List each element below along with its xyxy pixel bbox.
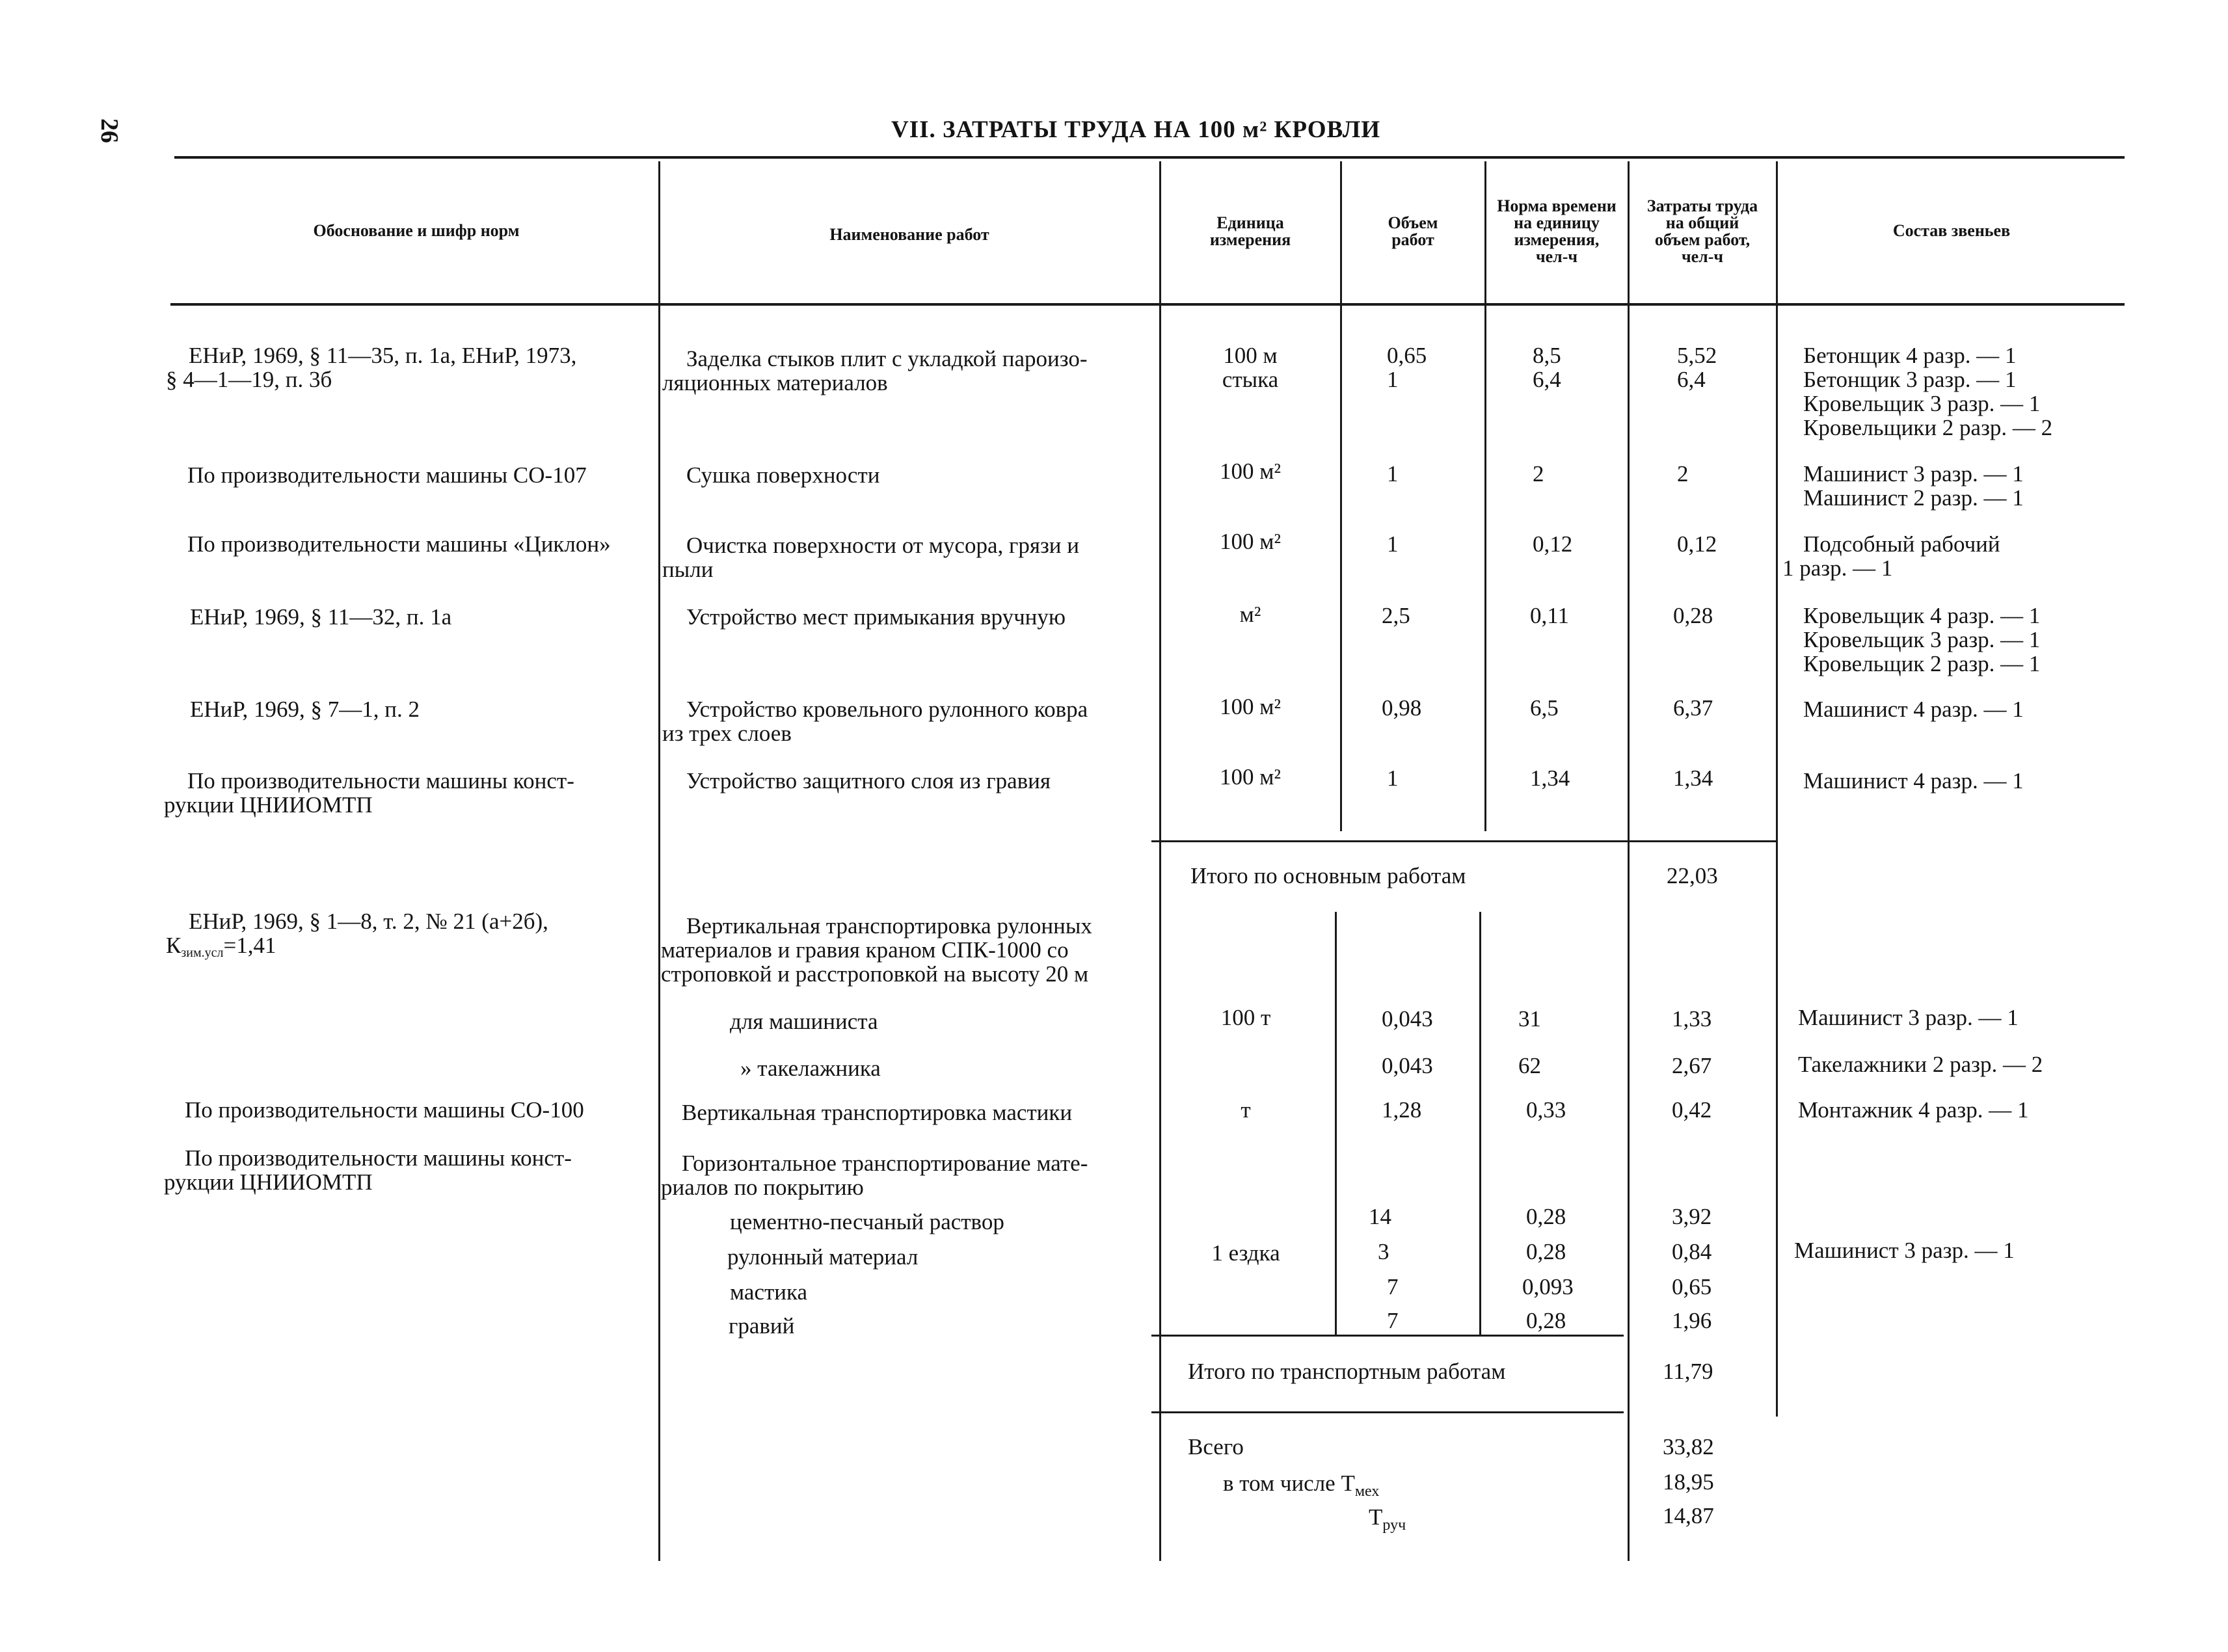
header-volume: Объем работ: [1388, 213, 1438, 249]
page-number: 26: [96, 118, 123, 143]
header-work-name: Наименование работ: [829, 225, 989, 244]
table-top-rule: [174, 156, 2125, 159]
col-rule-labor: [1776, 161, 1778, 1417]
col-rule-unit: [1340, 161, 1342, 831]
header-labor: Затраты труда на общий объем работ, чел-ч: [1646, 196, 1758, 266]
page-title: VII. ЗАТРАТЫ ТРУДА НА 100 м² КРОВЛИ: [891, 116, 1381, 143]
header-crew: Состав звеньев: [1892, 221, 2011, 240]
col-rule-norm: [1628, 161, 1630, 1561]
header-bottom-rule: [170, 303, 2125, 306]
total-label: Всего: [1188, 1434, 1244, 1459]
subtotal-main-label: Итого по основным работам: [1190, 863, 1466, 888]
subtotal-transport-label: Итого по транспортным работам: [1188, 1359, 1506, 1384]
col-rule-work: [1159, 161, 1161, 1561]
header-norm: Норма времени на единицу измерения, чел-ч: [1497, 196, 1617, 266]
subtotal-main-value: 22,03: [1667, 863, 1718, 888]
total-mech-value: 18,95: [1663, 1469, 1714, 1495]
total-manual-label: $Т_{руч}$: [1369, 1504, 1406, 1534]
header-unit: Единица измерения: [1209, 213, 1291, 249]
total-top-rule: [1151, 1411, 1624, 1413]
header-basis: Обоснование и шифр норм: [313, 221, 520, 240]
subtotal-main-top-rule: [1151, 840, 1777, 842]
subtotal-transport-value: 11,79: [1663, 1359, 1713, 1384]
col-rule-basis: [658, 161, 660, 1561]
subtotal-transport-top-rule: [1151, 1335, 1624, 1337]
col-rule-volume: [1484, 161, 1486, 831]
col-rule-volume-lower: [1479, 912, 1481, 1335]
col-rule-unit-lower: [1335, 912, 1337, 1335]
total-manual-value: 14,87: [1663, 1503, 1714, 1528]
total-value: 33,82: [1663, 1434, 1714, 1459]
total-mech-label: в том числе $Т_{мех}$: [1223, 1471, 1380, 1500]
